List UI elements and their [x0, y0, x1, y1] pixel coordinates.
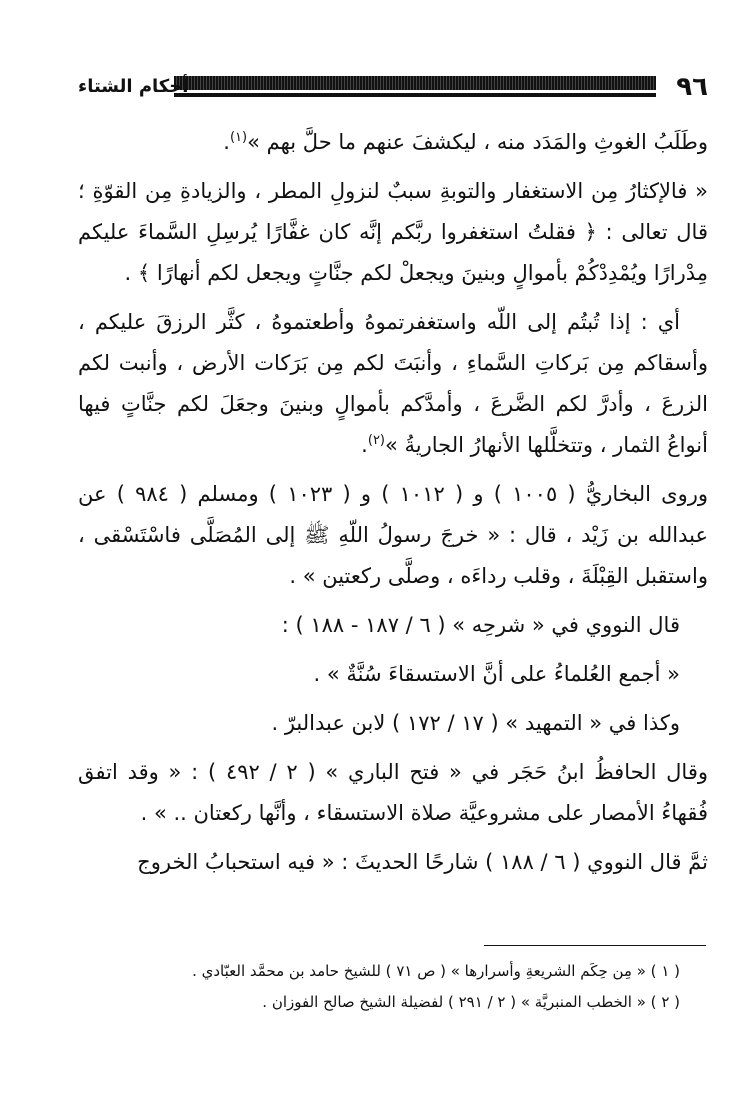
footnotes [78, 956, 708, 1018]
footnote-marker-1: (١) [229, 130, 248, 145]
page-number: ٩٦ [676, 72, 708, 102]
page-header [78, 72, 708, 112]
paragraph-8: وقال الحافظُ ابنُ حَجَر في « فتح الباري » ( ٢ / ٤٩٢ ) : « وقد اتفق فُقهاءُ الأمصار على مشروعيَّة صلاة الاستسقاء ، وأنَّها ركعتان .. » . [78, 760, 708, 825]
paragraph-4: وروى البخاريُّ ( ١٠٠٥ ) و ( ١٠١٢ ) و ( ١٠٢٣ ) ومسلم ( ٩٨٤ ) عن عبدالله بن زَيْد ، قال : « خرجَ رسولُ اللّهِ ﷺ إلى المُصَلَّى فاسْتَسْقى ، واستقبل القِبْلَةَ ، وقلب رداءَه ، وصلَّى ركعتين » . [78, 482, 708, 588]
paragraph-2: « فالإكثارُ مِن الاستغفار والتوبةِ سببٌ لنزولِ المطر ، والزيادةِ مِن القوّةِ ؛ قال تعالى : ﴿ فقلتُ استغفروا ربَّكم إنَّه كان غفَّارًا يُرسِلِ السَّماءَ عليكم مِدْرارًا ويُمْدِدْكُمْ بأموالٍ وبنينَ ويجعلْ لكم جنَّاتٍ ويجعل لكم أنهارًا ﴾ . [78, 179, 708, 285]
paragraph-5: قال النووي في « شرحِه » ( ٦ / ١٨٧ - ١٨٨ ) : [281, 613, 680, 637]
paragraph-3: أي : إذا تُبتُم إلى اللّه واستغفرتموهُ وأطعتموهُ ، كثَّر الرزقَ عليكم ، وأسقاكم مِن بَركاتِ السَّماءِ ، وأنبَتَ لكم مِن بَرَكات الأرض ، وأنبت لكم الزرعَ ، وأدرَّ لكم الضَّرعَ ، وأمدَّكم بأموالٍ وبنينَ وجعَلَ لكم جنَّاتٍ فيها أنواعُ الثمار ، وتتخلَّلها الأنهارُ الجاريةُ »$^{(٢)}$. [78, 310, 708, 457]
header-rule [174, 76, 656, 100]
paragraph-1: وطَلَبُ الغوثِ والمَدَد منه ، ليكشفَ عنهم ما حلَّ بهم »$^{(١)}$. [223, 130, 708, 154]
running-title: أحكام الشتاء [78, 76, 189, 97]
footnote-1: ( ١ ) « مِن حِكَم الشريعةِ وأسرارها » ( ص ٧١ ) للشيخ حامد بن محمَّد العبّادي . [192, 962, 680, 980]
paragraph-6: « أجمع العُلماءُ على أنَّ الاستسقاءَ سُنَّةٌ » . [313, 662, 680, 686]
footnote-separator [484, 945, 706, 946]
footnote-marker-2: (٢) [367, 433, 385, 448]
footnote-2: ( ٢ ) « الخطب المنبريَّة » ( ٢ / ٢٩١ ) لفضيلة الشيخ صالح الفوزان . [262, 993, 680, 1011]
paragraph-7: وكذا في « التمهيد » ( ١٧ / ١٧٢ ) لابن عبدالبرّ . [271, 711, 680, 735]
paragraph-9: ثمَّ قال النووي ( ٦ / ١٨٨ ) شارحًا الحديثَ : « فيه استحبابُ الخروج [137, 850, 708, 874]
main-text [78, 122, 708, 891]
